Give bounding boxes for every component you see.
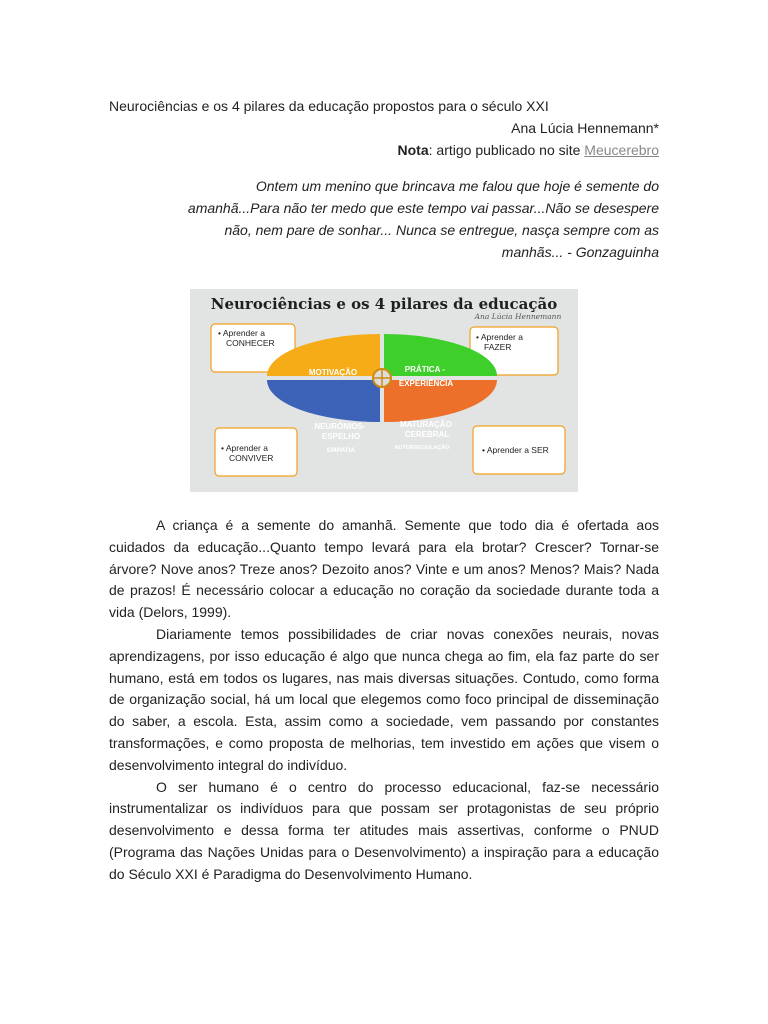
document-title: Neurociências e os 4 pilares da educação propostos para o século XXI — [109, 98, 549, 114]
quote-line: Ontem um menino que brincava me falou que hoje é semente do — [255, 178, 659, 194]
paragraph: A criança é a semente do amanhã. Semente que todo dia é ofertada aos cuidados da educação...Quanto tempo levará para ela brotar? Crescer? Tornar-se árvore? Nove anos? Treze anos? Dezoito anos? Vinte e um anos? Menos? Mais? Nada de prazos! É necessário colocar a educação no coração da sociedade durante toda a vida (Delors, 1999). — [109, 517, 659, 621]
diagram-subtitle: Ana Lúcia Hennemann — [474, 312, 562, 321]
pillars-diagram-image — [190, 289, 578, 492]
paragraph: O ser humano é o centro do processo educacional, faz-se necessário instrumentalizar os indivíduos para que possam ser protagonistas de seu próprio desenvolvimento e dessa forma ter atitudes mais assertivas, conforme o PNUD (Programa das Nações Unidas para o Desenvolvimento) a inspiração para a educação do Século XXI é Paradigma do Desenvolvimento Humano. — [109, 778, 659, 882]
box-aprender-ser — [473, 426, 565, 474]
quote-line: manhãs... - Gonzaguinha — [501, 244, 659, 260]
svg-text:• Aprender a SER: • Aprender a SER — [482, 445, 549, 455]
label-pratica: PRÁTICA - EXPERIÊNCIA — [398, 365, 454, 388]
label-neuronios: NEURÔNIOS- ESPELHO — [314, 422, 366, 441]
label-autorregulacao: AUTORREGULAÇÃO — [394, 445, 450, 451]
label-empatia: EMPATIA — [326, 447, 356, 454]
svg-text:• Aprender a FAZER: • Aprender a FAZER — [476, 332, 523, 352]
epigraph-quote — [109, 175, 659, 263]
note-line — [109, 139, 659, 161]
meucerebro-link[interactable]: Meucerebro — [584, 142, 659, 158]
author-line: Ana Lúcia Hennemann* — [511, 120, 659, 136]
label-maturacao: MATURAÇÃO CEREBRAL — [399, 420, 452, 439]
article-body — [109, 515, 659, 886]
note-label: Nota — [397, 142, 429, 158]
document-header — [109, 95, 659, 263]
svg-text:• Aprender a CONHECER: • Aprender a CONHECER — [218, 328, 275, 348]
paragraph: Diariamente temos possibilidades de criar novas conexões neurais, novas aprendizagens, por isso educação é algo que nunca chega ao fim, ela faz parte do ser humano, está em todos os lugares, nas mais diversas situações. Contudo, como forma de organização social, há um local que elegemos como foco principal de disseminação do saber, a escola. Esta, assim como a sociedade, vem passando por constantes transformações, e como proposta de melhorias, tem investido em ações que visem o desenvolvimento integral do indivíduo. — [109, 625, 659, 773]
quote-line: não, nem pare de sonhar... Nunca se entregue, nasça sempre com as — [224, 222, 659, 238]
svg-text:• Aprender a CONVIVER: • Aprender a CONVIVER — [221, 443, 274, 463]
diagram-title: Neurociências e os 4 pilares da educação — [210, 295, 558, 313]
label-motivacao: MOTIVAÇÃO — [308, 368, 358, 377]
quote-line: amanhã...Para não ter medo que este tempo vai passar...Não se desespere — [187, 200, 659, 216]
note-text: : artigo publicado no site — [428, 142, 585, 158]
box-aprender-conviver — [215, 428, 297, 476]
